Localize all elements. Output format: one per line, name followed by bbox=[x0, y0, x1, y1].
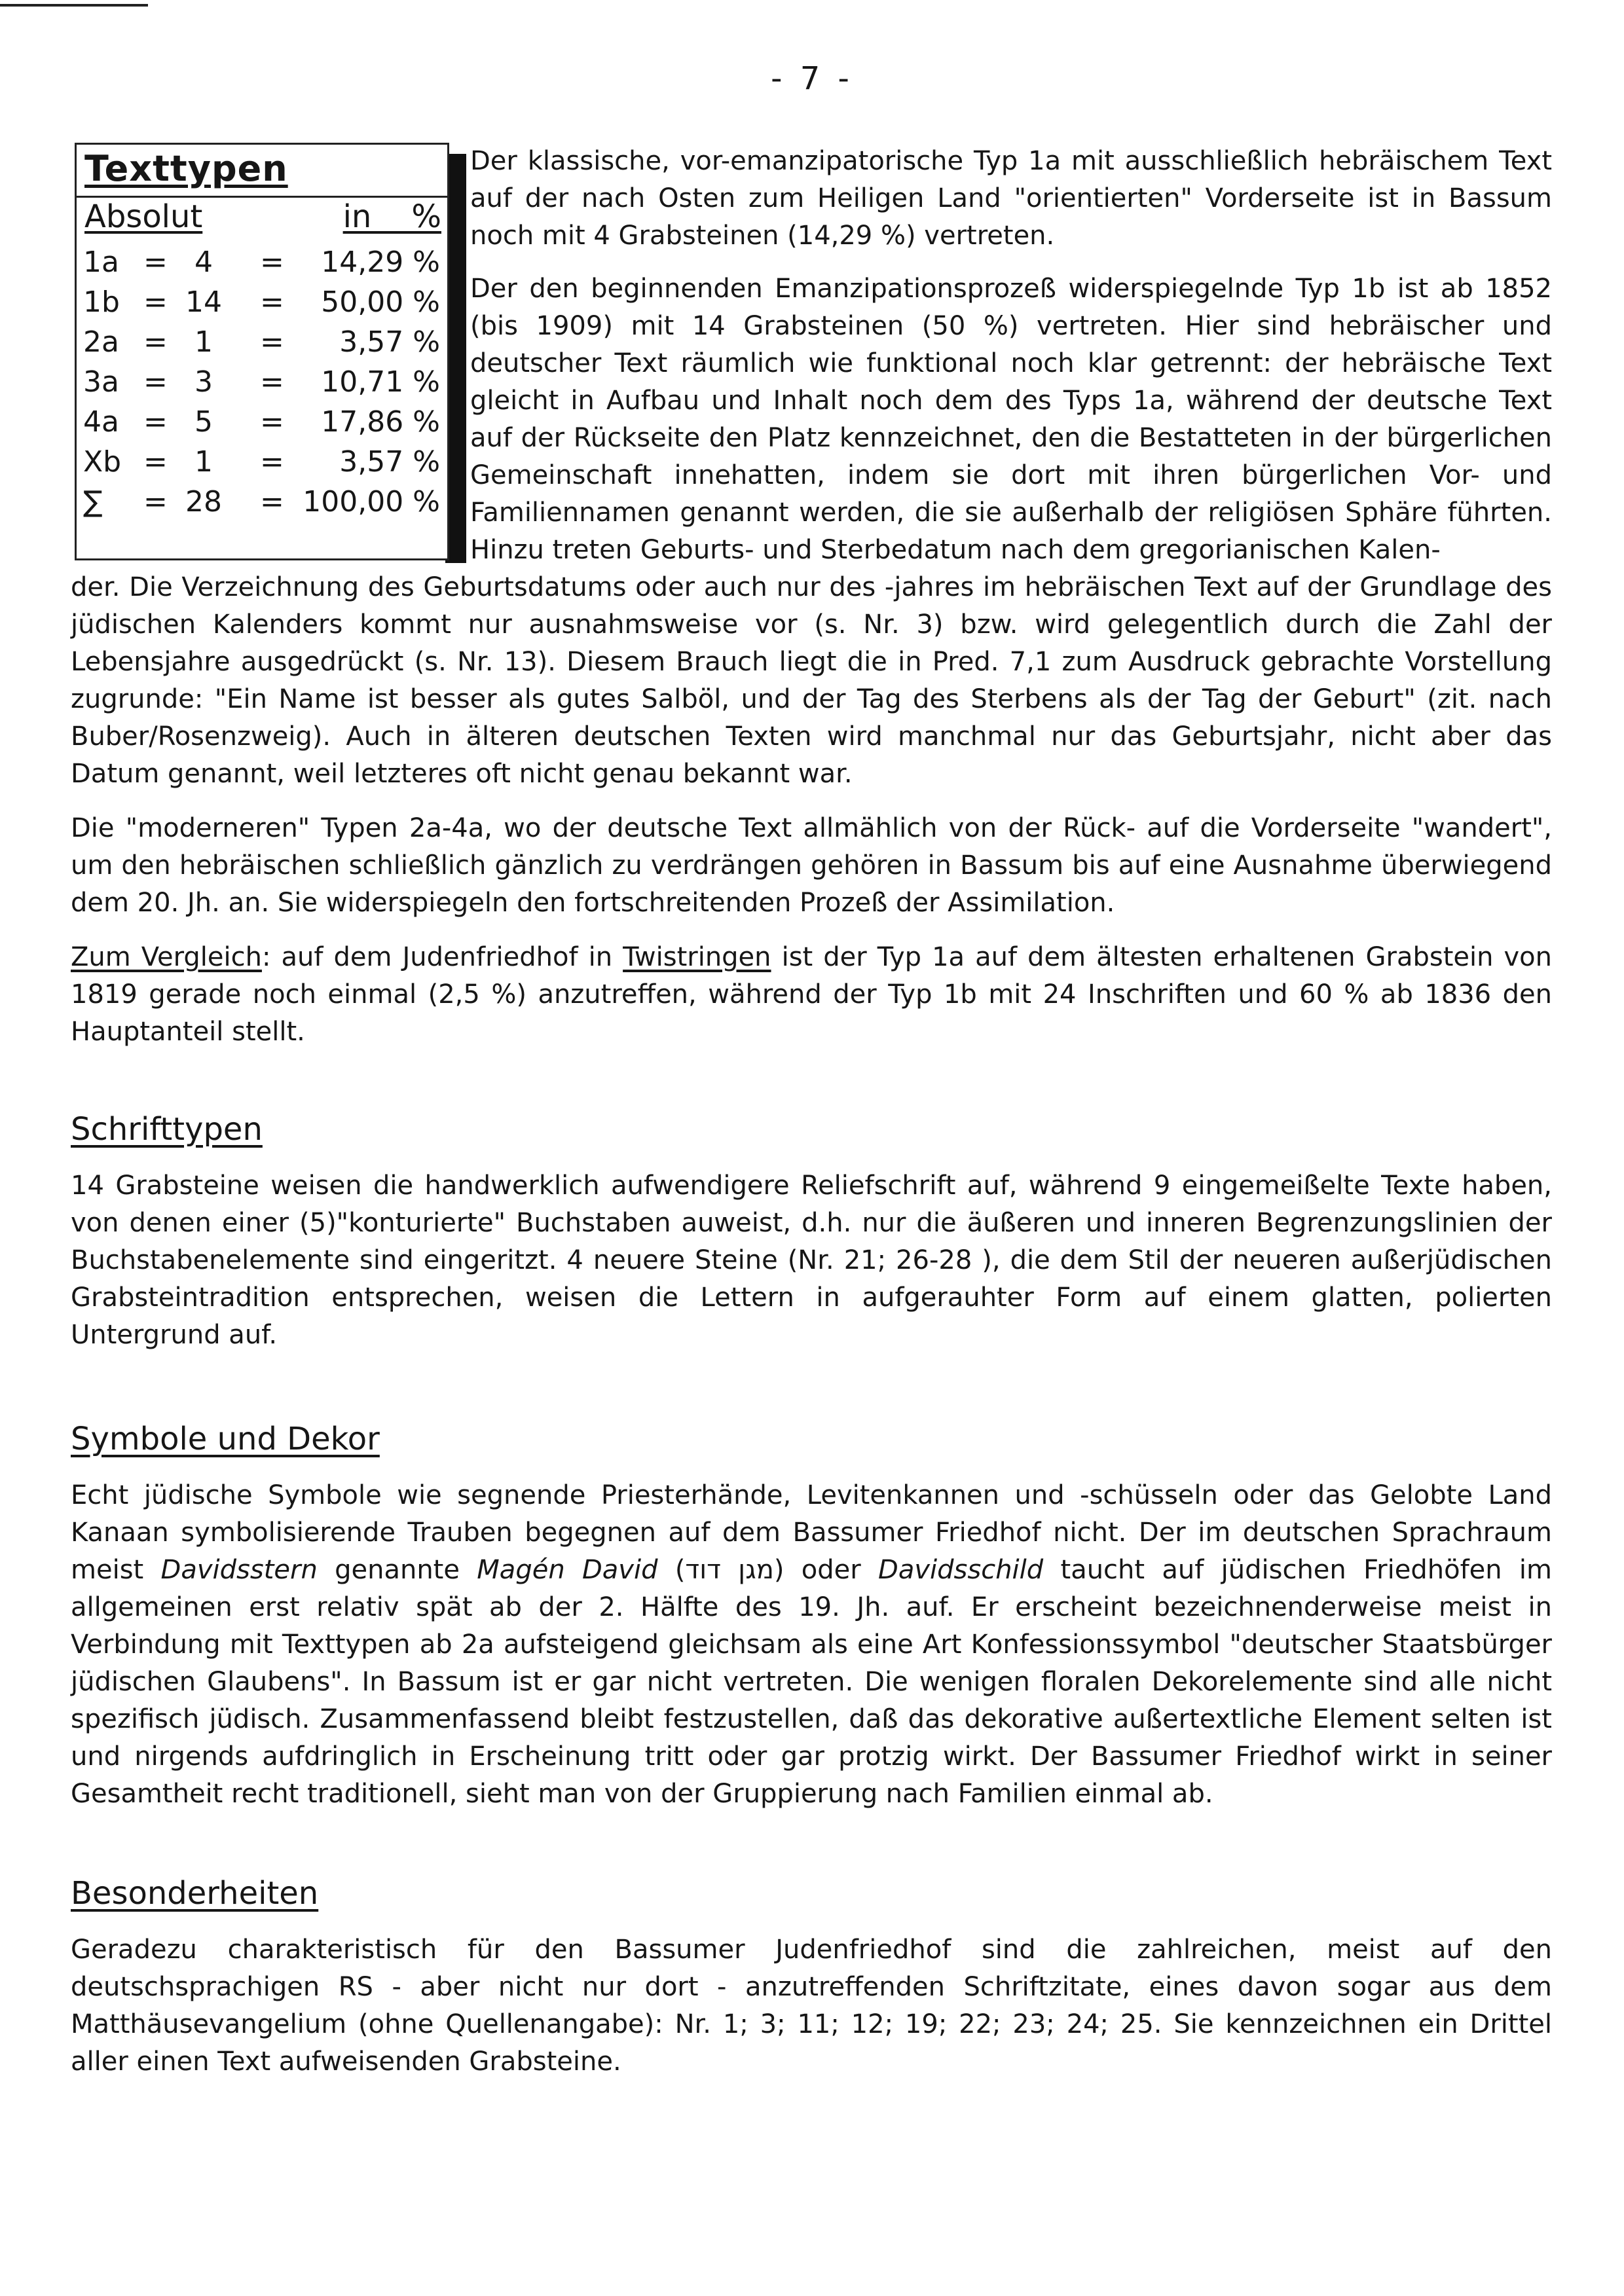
header-absolut: Absolut bbox=[84, 198, 203, 235]
row-percent: 10,71 % bbox=[321, 365, 440, 399]
row-percent: 50,00 % bbox=[321, 285, 440, 319]
row-percent: 100,00 % bbox=[303, 485, 440, 519]
row-equals: = bbox=[143, 485, 168, 519]
row-count: 1 bbox=[194, 325, 213, 359]
section-symbole-dekor bbox=[71, 1419, 1552, 1813]
comparison-text-a: : auf dem Judenfriedhof in bbox=[261, 942, 623, 972]
row-percent: 3,57 % bbox=[339, 445, 440, 479]
paragraph-comparison bbox=[71, 939, 1552, 1051]
row-equals: = bbox=[143, 445, 168, 479]
intro-text bbox=[470, 143, 1552, 569]
corner-rule bbox=[0, 4, 148, 7]
row-equals: = bbox=[143, 365, 168, 399]
row-equals: = bbox=[260, 365, 284, 399]
row-type: 3a bbox=[83, 365, 119, 399]
symbole-text bbox=[71, 1477, 1552, 1813]
row-equals: = bbox=[260, 285, 284, 319]
row-type: 4a bbox=[83, 405, 119, 439]
symbole-text-part: genannte bbox=[317, 1555, 477, 1585]
table-header bbox=[84, 197, 441, 236]
table-row bbox=[83, 323, 440, 362]
symbole-text-part: Echt jüdische Symbole wie segnende Priesterhände, Levitenkannen und -schüsseln oder das Gelobte Land Kanaan symbolisierende Trauben begegnen auf dem Bassumer Friedhof nicht. Der im deutschen Sprachraum meist bbox=[71, 1480, 1552, 1585]
hebrew-term: (מגן דוד) bbox=[674, 1555, 784, 1585]
row-equals: = bbox=[260, 405, 284, 439]
row-percent: 17,86 % bbox=[321, 405, 440, 439]
page-number: - 7 - bbox=[771, 60, 853, 97]
symbole-text-part: taucht auf jüdischen Friedhöfen im allgemeinen erst relativ spät ab der 2. Hälfte des 19. Jh. auf. Er erscheint bezeichnenderweise meist in Verbindung mit Texttypen ab 2a aufsteigend gleichsam als eine Art Konfessionssymbol "deutscher Staatsbürger jüdischen Glaubens". In Bassum ist er gar nicht vertreten. Die wenigen floralen Dekorelemente sind alle nicht spezifisch jüdisch. Zusammenfassend bleibt festzustellen, daß das dekorative außertextliche Element selten ist und nirgends aufdringlich in Erscheinung tritt oder gar protzig wirkt. Der Bassumer Friedhof wirkt in seiner Gesamtheit recht traditionell, sieht man von der Gruppierung nach Familien einmal ab. bbox=[71, 1555, 1553, 1809]
row-count: 14 bbox=[185, 285, 222, 319]
row-equals: = bbox=[260, 246, 284, 279]
table-row-total bbox=[83, 483, 440, 522]
row-count: 4 bbox=[194, 246, 213, 279]
comparison-text-b: ist der Typ 1a auf dem ältesten erhaltenen Grabstein von 1819 gerade noch einmal (2,5 %) anzutreffen, während der Typ 1b mit 24 Inschriften und 60 % ab 1836 den Hauptanteil stellt. bbox=[71, 942, 1552, 1047]
row-count: 5 bbox=[194, 405, 213, 439]
heading-besonderheiten: Besonderheiten bbox=[71, 1875, 319, 1912]
paragraph-typ-1b: Der den beginnenden Emanzipationsprozeß widerspiegelnde Typ 1b ist ab 1852 (bis 1909) mit 14 Grabsteinen (50 %) vertreten. Hier sind hebräischer und deutscher Text räumlich wie funktional noch klar getrennt: der hebräische Text gleicht in Aufbau und Inhalt noch dem des Typs 1a, während der deutsche Text auf der Rückseite den Platz kennzeichnet, den die Bestatteten in der bürgerlichen Gemeinschaft innehatten, indem sie dort mit ihren bürgerlichen Vor- und Familiennamen genannt werden, die sie außerhalb der religiösen Sphäre führten. Hinzu treten Geburts- und Sterbedatum nach dem gregorianischen Kalen- bbox=[470, 274, 1552, 565]
row-type: ∑ bbox=[83, 485, 103, 519]
table-row bbox=[83, 363, 440, 402]
paragraph-typ-1a: Der klassische, vor-emanzipatorische Typ 1a mit ausschließlich hebräischem Text auf der nach Osten zum Heiligen Land "orientierten" Vorderseite ist in Bassum noch mit 4 Grabsteinen (14,29 %) vertreten. bbox=[470, 146, 1552, 251]
place-name: Twistringen bbox=[623, 942, 771, 972]
row-count: 1 bbox=[194, 445, 213, 479]
texttypen-table bbox=[75, 143, 449, 560]
schrifttypen-text: 14 Grabsteine weisen die handwerklich aufwendigere Reliefschrift auf, während 9 eingemeißelte Texte haben, von denen einer (5)"konturierte" Buchstaben auweist, d.h. nur die äußeren und inneren Begrenzungslinien der Buchstabenelemente sind eingeritzt. 4 neuere Steine (Nr. 21; 26-28 ), die dem Stil der neueren außerjüdischen Grabsteintradition entsprechen, weisen die Lettern in aufgerauhter Form auf einem glatten, polierten Untergrund auf. bbox=[71, 1171, 1552, 1350]
row-type: 2a bbox=[83, 325, 119, 359]
row-percent: 14,29 % bbox=[321, 246, 440, 279]
paragraph-modern-types: Die "moderneren" Typen 2a-4a, wo der deutsche Text allmählich von der Rück- auf die Vorderseite "wandert", um den hebräischen schließlich gänzlich zu verdrängen gehören in Bassum bis auf eine Ausnahme überwiegend dem 20. Jh. an. Sie widerspiegeln den fortschreitenden Prozeß der Assimilation. bbox=[71, 813, 1552, 918]
row-equals: = bbox=[260, 485, 284, 519]
row-equals: = bbox=[143, 285, 168, 319]
heading-schrifttypen: Schrifttypen bbox=[71, 1111, 263, 1148]
section-besonderheiten bbox=[71, 1874, 1552, 2081]
row-equals: = bbox=[260, 325, 284, 359]
row-type: 1b bbox=[83, 285, 120, 319]
header-percent: in % bbox=[342, 198, 441, 235]
row-count: 3 bbox=[194, 365, 213, 399]
symbole-text-part: oder bbox=[784, 1555, 879, 1585]
row-percent: 3,57 % bbox=[339, 325, 440, 359]
texttypen-continuation bbox=[71, 569, 1552, 1051]
row-equals: = bbox=[260, 445, 284, 479]
row-equals: = bbox=[143, 405, 168, 439]
row-type: Xb bbox=[83, 445, 122, 479]
row-equals: = bbox=[143, 246, 168, 279]
term-davidsschild: Davidsschild bbox=[878, 1555, 1044, 1585]
row-equals: = bbox=[143, 325, 168, 359]
term-davidsstern: Davidsstern bbox=[160, 1555, 318, 1585]
row-count: 28 bbox=[185, 485, 222, 519]
term-magen-david: Magén David bbox=[477, 1555, 658, 1585]
comparison-label: Zum Vergleich bbox=[71, 942, 262, 972]
table-row bbox=[83, 443, 440, 482]
paragraph-continuation: der. Die Verzeichnung des Geburtsdatums oder auch nur des -jahres im hebräischen Text auf der Grundlage des jüdischen Kalenders kommt nur ausnahmsweise vor (s. Nr. 3) bzw. wird gelegentlich durch die Zahl der Lebensjahre ausgedrückt (s. Nr. 13). Diesem Brauch liegt die in Pred. 7,1 zum Ausdruck gebrachte Vorstellung zugrunde: "Ein Name ist besser als gutes Salböl, und der Tag des Sterbens als der Tag der Geburt" (zit. nach Buber/Rosenzweig). Auch in älteren deutschen Texten wird manchmal nur das Geburtsjahr, nicht aber das Datum genannt, weil letzteres oft nicht genau bekannt war. bbox=[71, 572, 1552, 789]
table-title: Texttypen bbox=[84, 148, 288, 189]
table-row bbox=[83, 283, 440, 322]
heading-symbole-dekor: Symbole und Dekor bbox=[71, 1421, 380, 1457]
besonderheiten-text: Geradezu charakteristisch für den Bassumer Judenfriedhof sind die zahlreichen, meist auf den deutschsprachigen RS - aber nicht nur dort - anzutreffenden Schriftzitate, eines davon sogar aus dem Matthäusevangelium (ohne Quellenangabe): Nr. 1; 3; 11; 12; 19; 22; 23; 24; 25. Sie kennzeichnen ein Drittel aller einen Text aufweisenden Grabsteine. bbox=[71, 1935, 1552, 2077]
table-row bbox=[83, 243, 440, 282]
row-type: 1a bbox=[83, 246, 119, 279]
section-schrifttypen bbox=[71, 1110, 1552, 1354]
table-row bbox=[83, 403, 440, 442]
